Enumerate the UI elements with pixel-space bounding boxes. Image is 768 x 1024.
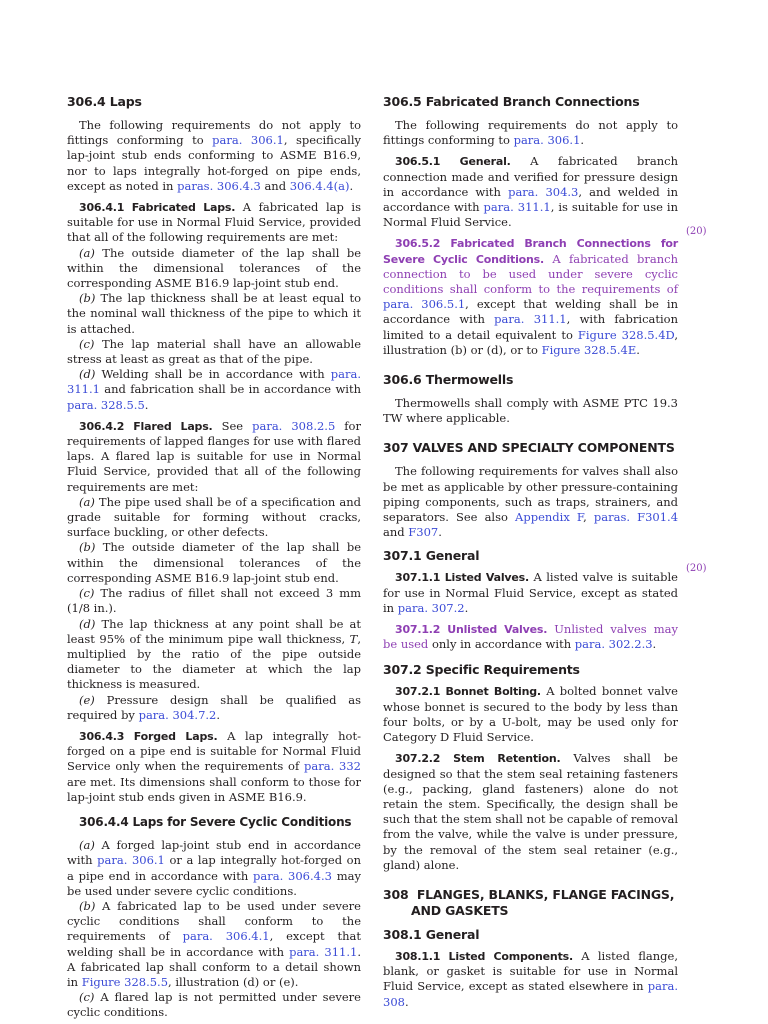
item-306-4-1-d: (d) Welding shall be in accordance with para. 311.1 and fabrication shall be in accordance with para. 328.5.5. <box>67 367 361 412</box>
subheading-307-1-1: 307.1.1 Listed Valves. <box>395 571 529 585</box>
link-para-311-1[interactable]: para. 311.1 <box>67 367 361 397</box>
link-para-328-5-5[interactable]: para. 328.5.5 <box>67 397 145 412</box>
paragraph-307-1-1: 307.1.1 Listed Valves. A listed valve is suitable for use in Normal Fluid Service, except as stated in para. 307.2. <box>383 570 678 615</box>
link-para-302-2-3[interactable]: para. 302.2.3 <box>574 637 653 652</box>
item-306-4-1-b: (b) The lap thickness shall be at least equal to the nominal wall thickness of the pipe to which it is attached. <box>67 291 361 336</box>
subheading-306-4-2: 306.4.2 Flared Laps. <box>79 419 213 433</box>
paragraph-thermowells: Thermowells shall comply with ASME PTC 19.3 TW where applicable. <box>383 396 678 426</box>
subheading-306-4-3: 306.4.3 Forged Laps. <box>79 729 218 743</box>
link-para-308-2-5[interactable]: para. 308.2.5 <box>252 418 336 433</box>
link-paras-f301-4[interactable]: paras. F301.4 <box>593 510 679 525</box>
section-heading-306-4: 306.4 Laps <box>67 94 142 109</box>
link-f307[interactable]: F307 <box>408 525 439 540</box>
subheading-307-2-1: 307.2.1 Bonnet Bolting. <box>395 685 541 699</box>
paragraph-306-5-intro: The following requirements do not apply to fittings conforming to para. 306.1. <box>383 118 678 148</box>
link-para-311-1-c[interactable]: para. 311.1 <box>483 200 551 215</box>
item-306-4-4-b: (b) A fabricated lap to be used under severe cyclic conditions shall conform to the requirements of para. 306.4.1, except that welding shall be in accordance with para. 311.1. A fabricated lap shall conform to a detail shown in Figure 328.5.5, illustration (d) or (e). <box>67 898 361 989</box>
link-paras-306-4-3[interactable]: paras. 306.4.3 <box>177 178 261 193</box>
section-heading-308-1: 308.1 General <box>383 926 480 942</box>
item-306-4-2-c: (c) The radius of fillet shall not exceed 3 mm (1/8 in.). <box>67 586 361 616</box>
link-para-306-5-1[interactable]: para. 306.5.1 <box>383 297 466 312</box>
revision-tag-306-5-2: (20) <box>686 226 707 237</box>
paragraph-306-4-2: 306.4.2 Flared Laps. See para. 308.2.5 for requirements of lapped flanges for use with flared laps. A flared lap is suitable for use in Normal Fluid Service, provided that all of the following requirements are met: <box>67 418 361 494</box>
revision-tag-307-1-2: (20) <box>686 563 707 574</box>
link-para-307-2[interactable]: para. 307.2 <box>397 600 465 615</box>
section-heading-307: 307 VALVES AND SPECIALTY COMPONENTS <box>383 440 675 456</box>
section-heading-307-1: 307.1 General <box>383 548 480 564</box>
link-figure-328-5-5[interactable]: Figure 328.5.5 <box>81 974 169 989</box>
subheading-306-4-1: 306.4.1 Fabricated Laps. <box>79 201 236 215</box>
item-306-4-2-e: (e) Pressure design shall be qualified as required by para. 304.7.2. <box>67 692 361 722</box>
subheading-306-4-4: 306.4.4 Laps for Severe Cyclic Conditions <box>79 814 352 829</box>
subheading-306-5-2: 306.5.2 Fabricated Branch Connections for Severe Cyclic Conditions. <box>383 237 678 266</box>
link-para-306-1[interactable]: para. 306.1 <box>212 133 284 148</box>
paragraph-307-2-1: 307.2.1 Bonnet Bolting. A bolted bonnet valve whose bonnet is secured to the body by less than four bolts, or by a U-bolt, may be used only for Category D Fluid Service. <box>383 684 678 745</box>
item-306-4-4-c: (c) A flared lap is not permitted under severe cyclic conditions. <box>67 990 361 1020</box>
item-306-4-1-c: (c) The lap material shall have an allowable stress at least as great as that of the pipe. <box>67 336 361 367</box>
subheading-308-1-1: 308.1.1 Listed Components. <box>395 949 573 963</box>
link-para-306-4-1[interactable]: para. 306.4.1 <box>182 929 270 944</box>
subheading-307-1-2: 307.1.2 Unlisted Valves. <box>395 623 548 637</box>
item-306-4-1-a: (a) The outside diameter of the lap shall be within the dimensional tolerances of the corresponding ASME B16.9 lap-joint stub end. <box>67 245 361 291</box>
link-para-306-4-3[interactable]: para. 306.4.3 <box>253 868 332 883</box>
item-306-4-4-a: (a) A forged lap-joint stub end in accordance with para. 306.1 or a lap integrally hot-forged on a pipe end in accordance with para. 306.4.3 may be used under severe cyclic conditions. <box>67 838 361 898</box>
item-306-4-2-a: (a) The pipe used shall be of a specification and grade suitable for forming without cracks, surface buckling, or other defects. <box>67 494 361 540</box>
right-column <box>383 94 678 1010</box>
section-heading-307-2: 307.2 Specific Requirements <box>383 662 580 678</box>
paragraph-308-1-1: 308.1.1 Listed Components. A listed flange, blank, or gasket is suitable for use in Normal Fluid Service, except as stated elsewhere in para. 308. <box>383 948 678 1009</box>
link-para-304-7-2[interactable]: para. 304.7.2 <box>138 707 217 722</box>
link-para-306-1-b[interactable]: para. 306.1 <box>97 853 165 868</box>
link-para-332[interactable]: para. 332 <box>304 759 361 774</box>
paragraph-307-2-2: 307.2.2 Stem Retention. Valves shall be designed so that the stem seal retaining fasteners (e.g., packing, gland fasteners) alone do not retain the stem. Specifically, the design shall be such that the stem shall not be capable of removal from the valve, while the valve is under pressure, by the removal of the stem seal retainer (e.g., gland) alone. <box>383 751 678 872</box>
subheading-306-5-1: 306.5.1 General. <box>395 155 511 169</box>
link-306-4-4a[interactable]: 306.4.4(a) <box>289 178 350 193</box>
section-heading-306-6: 306.6 Thermowells <box>383 372 514 388</box>
link-appendix-f[interactable]: Appendix F <box>515 510 584 525</box>
link-para-304-3[interactable]: para. 304.3 <box>508 184 579 199</box>
link-para-311-1-d[interactable]: para. 311.1 <box>494 312 567 327</box>
item-306-4-2-d: (d) The lap thickness at any point shall be at least 95% of the minimum pipe wall thickness, T, multiplied by the ratio of the pipe outside diameter to the diameter at which the lap thickness is measured. <box>67 616 361 692</box>
paragraph-306-5-2: 306.5.2 Fabricated Branch Connections for Severe Cyclic Conditions. A fabricated branch connection to be used under severe cyclic conditions shall conform to the requirements of para. 306.5.1, except that welding shall be in accordance with para. 311.1, with fabrication limited to a detail equivalent to Figure 328.5.4D, illustration (b) or (d), or to Figure 328.5.4E. <box>383 237 678 357</box>
link-para-308[interactable]: para. 308 <box>383 979 678 1009</box>
paragraph-306-4-intro: The following requirements do not apply to fittings conforming to para. 306.1, specifically lap-joint stub ends conforming to ASME B16.9, nor to laps integrally hot-forged on pipe ends, except as noted in paras. 306.4.3 and 306.4.4(a). <box>67 118 361 193</box>
paragraph-307-1-2: 307.1.2 Unlisted Valves. Unlisted valves may be used only in accordance with para. 302.2.3. <box>383 622 678 652</box>
paragraph-306-5-1: 306.5.1 General. A fabricated branch connection made and verified for pressure design in accordance with para. 304.3, and welded in accordance with para. 311.1, is suitable for use in Normal Fluid Service. <box>383 154 679 230</box>
paragraph-307-intro: The following requirements for valves shall also be met as applicable by other pressure-containing piping components, such as traps, strainers, and separators. See also Appendix F, paras. F301.4 and F307. <box>383 464 679 540</box>
paragraph-306-4-1: 306.4.1 Fabricated Laps. A fabricated lap is suitable for use in Normal Fluid Service, provided that all of the following requirements are met: <box>67 200 361 245</box>
link-figure-328-5-4e[interactable]: Figure 328.5.4E <box>541 342 637 357</box>
link-figure-328-5-4d[interactable]: Figure 328.5.4D <box>577 327 675 342</box>
section-heading-308: 308 FLANGES, BLANKS, FLANGE FACINGS, AND GASKETS <box>383 886 675 918</box>
section-heading-306-5: 306.5 Fabricated Branch Connections <box>383 94 640 109</box>
paragraph-306-4-3: 306.4.3 Forged Laps. A lap integrally hot-forged on a pipe end is suitable for Normal Fluid Service only when the requirements of para. 332 are met. Its dimensions shall conform to those for lap-joint stub ends given in ASME B16.9. <box>67 728 361 804</box>
link-para-311-1-b[interactable]: para. 311.1 <box>289 944 358 959</box>
item-306-4-2-b: (b) The outside diameter of the lap shall be within the dimensional tolerances of the corresponding ASME B16.9 lap-joint stub end. <box>67 540 361 585</box>
subheading-307-2-2: 307.2.2 Stem Retention. <box>395 752 561 766</box>
link-para-306-1-c[interactable]: para. 306.1 <box>513 133 581 148</box>
left-column <box>67 94 361 1021</box>
